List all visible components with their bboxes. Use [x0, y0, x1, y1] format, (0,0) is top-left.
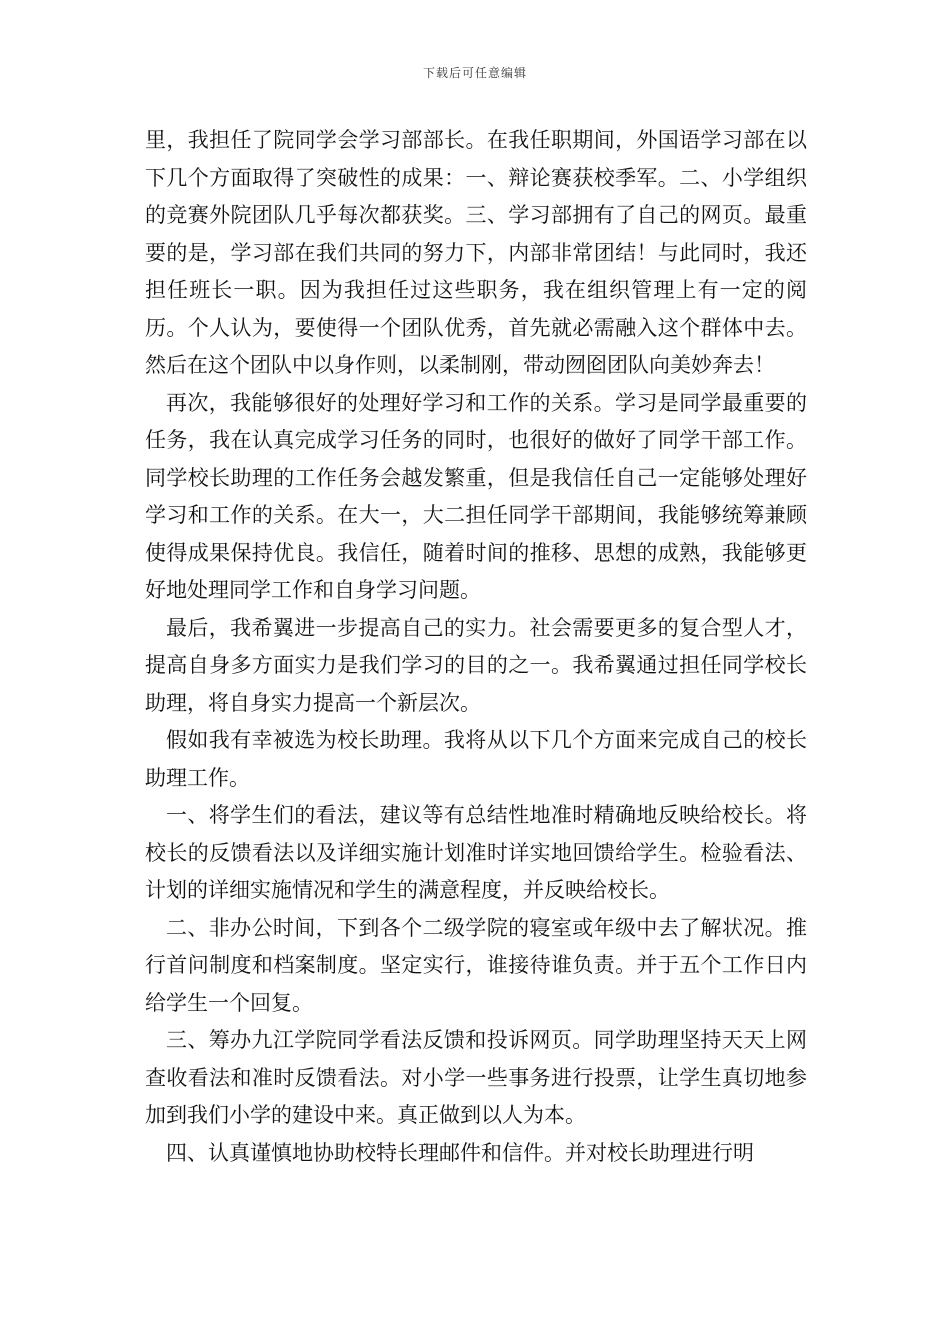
paragraph-6: 二、非办公时间，下到各个二级学院的寝室或年级中去了解状况。推行首问制度和档案制度。坚定实行，谁接待谁负责。并于五个工作日内给学生一个回复。 [145, 915, 807, 1015]
paragraph-3: 最后，我希翼进一步提高自己的实力。社会需要更多的复合型人才，提高自身多方面实力是我们学习的目的之一。我希翼通过担任同学校长助理，将自身实力提高一个新层次。 [145, 615, 807, 715]
paragraph-4: 假如我有幸被选为校长助理。我将从以下几个方面来完成自己的校长助理工作。 [145, 728, 807, 790]
paragraph-1: 里，我担任了院同学会学习部部长。在我任职期间，外国语学习部在以下几个方面取得了突破性的成果：一、辩论赛获校季军。二、小学组织的竞赛外院团队几乎每次都获奖。三、学习部拥有了自己的网页。最重要的是，学习部在我们共同的努力下，内部非常团结！与此同时，我还担任班长一职。因为我担任过这些职务，我在组织管理上有一定的阅历。个人认为，要使得一个团队优秀，首先就必需融入这个群体中去。然后在这个团队中以身作则，以柔制刚，带动囫囵团队向美妙奔去！ [145, 128, 807, 377]
paragraph-5: 一、将学生们的看法，建议等有总结性地准时精确地反映给校长。将校长的反馈看法以及详细实施计划准时详实地回馈给学生。检验看法、计划的详细实施情况和学生的满意程度，并反映给校长。 [145, 803, 807, 902]
paragraph-2: 再次，我能够很好的处理好学习和工作的关系。学习是同学最重要的任务，我在认真完成学习任务的同时，也很好的做好了同学干部工作。同学校长助理的工作任务会越发繁重，但是我信任自己一定能够处理好学习和工作的关系。在大一，大二担任同学干部期间，我能够统筹兼顾使得成果保持优良。我信任，随着时间的推移、思想的成熟，我能够更好地处理同学工作和自身学习问题。 [145, 390, 807, 602]
document-body [145, 122, 807, 1172]
paragraph-8: 四、认真谨慎地协助校特长理邮件和信件。并对校长助理进行明 [166, 1140, 754, 1165]
paragraph-7: 三、筹办九江学院同学看法反馈和投诉网页。同学助理坚持天天上网查收看法和准时反馈看法。对小学一些事务进行投票，让学生真切地参加到我们小学的建设中来。真正做到以人为本。 [145, 1028, 807, 1127]
header-note: 下载后可任意编辑 [422, 66, 527, 80]
